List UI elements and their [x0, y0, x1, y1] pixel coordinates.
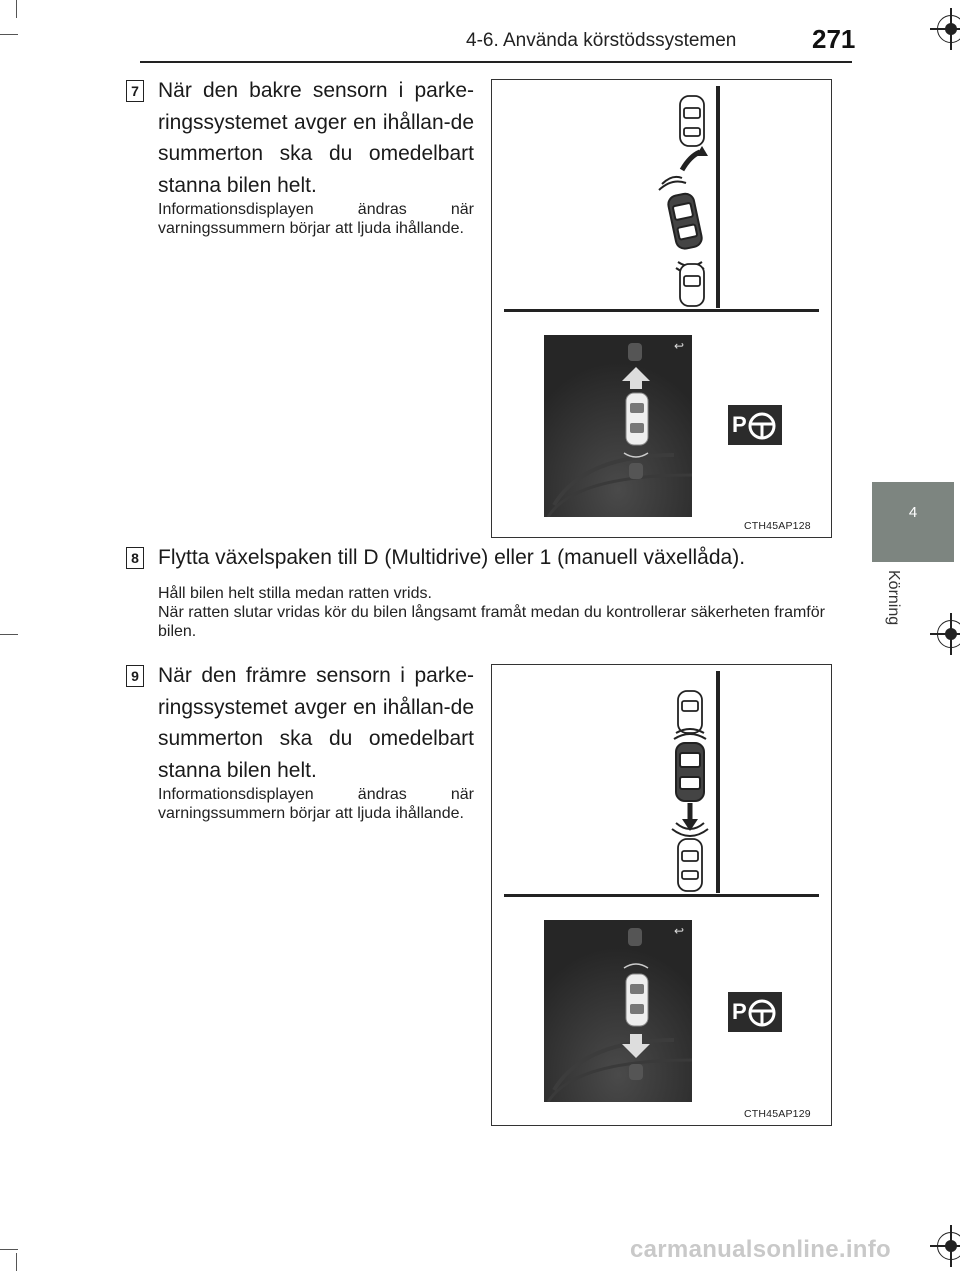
- illustration-rear-sensor: [491, 79, 832, 538]
- chapter-tab: [872, 482, 954, 562]
- display-screen: [544, 335, 692, 517]
- note-line: När ratten slutar vridas kör du bilen långsamt framåt medan du kontrollerar säkerheten framför bilen.: [158, 604, 825, 640]
- crop-mark: [0, 634, 18, 635]
- illustration-front-sensor: [491, 664, 832, 1126]
- chapter-number: 4: [908, 504, 918, 521]
- back-arrow-icon: ↩: [673, 924, 684, 938]
- step-note: Informationsdisplayen ändras när varningssummern börjar att ljuda ihållande.: [158, 786, 474, 822]
- figure-code: CTH45AP129: [744, 1108, 811, 1120]
- step-note: [158, 584, 838, 641]
- registration-mark: [937, 620, 960, 648]
- curb-line: [716, 86, 720, 308]
- parking-steering-icon: [728, 992, 782, 1032]
- crop-mark: [0, 1249, 18, 1250]
- registration-mark: [937, 15, 960, 43]
- step-heading: När den bakre sensorn i parke-ringssystemet avger en ihållan-de summerton ska du omedelbart stanna bilen helt.: [158, 79, 474, 197]
- step-number: 8: [126, 547, 144, 569]
- header-rule: [140, 61, 852, 63]
- parking-steering-icon: [728, 405, 782, 445]
- figure-divider: [504, 309, 819, 312]
- page-number: 271: [812, 24, 856, 54]
- crop-mark: [16, 1253, 17, 1271]
- figure-code: CTH45AP128: [744, 520, 811, 532]
- svg-text:P: P: [732, 412, 747, 437]
- note-line: Håll bilen helt stilla medan ratten vrids.: [158, 585, 432, 602]
- step-heading: Flytta växelspaken till D (Multidrive) eller 1 (manuell växellåda).: [158, 546, 746, 569]
- step-note: Informationsdisplayen ändras när varningssummern börjar att ljuda ihållande.: [158, 201, 474, 237]
- registration-mark: [937, 1232, 960, 1260]
- display-screen: [544, 920, 692, 1102]
- back-arrow-icon: ↩: [673, 339, 684, 353]
- figure-divider: [504, 894, 819, 897]
- watermark: carmanualsonline.info: [630, 1236, 892, 1263]
- svg-text:P: P: [732, 999, 747, 1024]
- section-title: 4-6. Använda körstödssystemen: [466, 30, 737, 51]
- crop-mark: [16, 0, 17, 18]
- step-number: 7: [126, 80, 144, 102]
- crop-mark: [0, 34, 18, 35]
- step-number: 9: [126, 665, 144, 687]
- step-heading: När den främre sensorn i parke-ringssystemet avger en ihållan-de summerton ska du omedelbart stanna bilen helt.: [158, 664, 474, 782]
- chapter-label: Körning: [885, 570, 902, 626]
- curb-line: [716, 671, 720, 893]
